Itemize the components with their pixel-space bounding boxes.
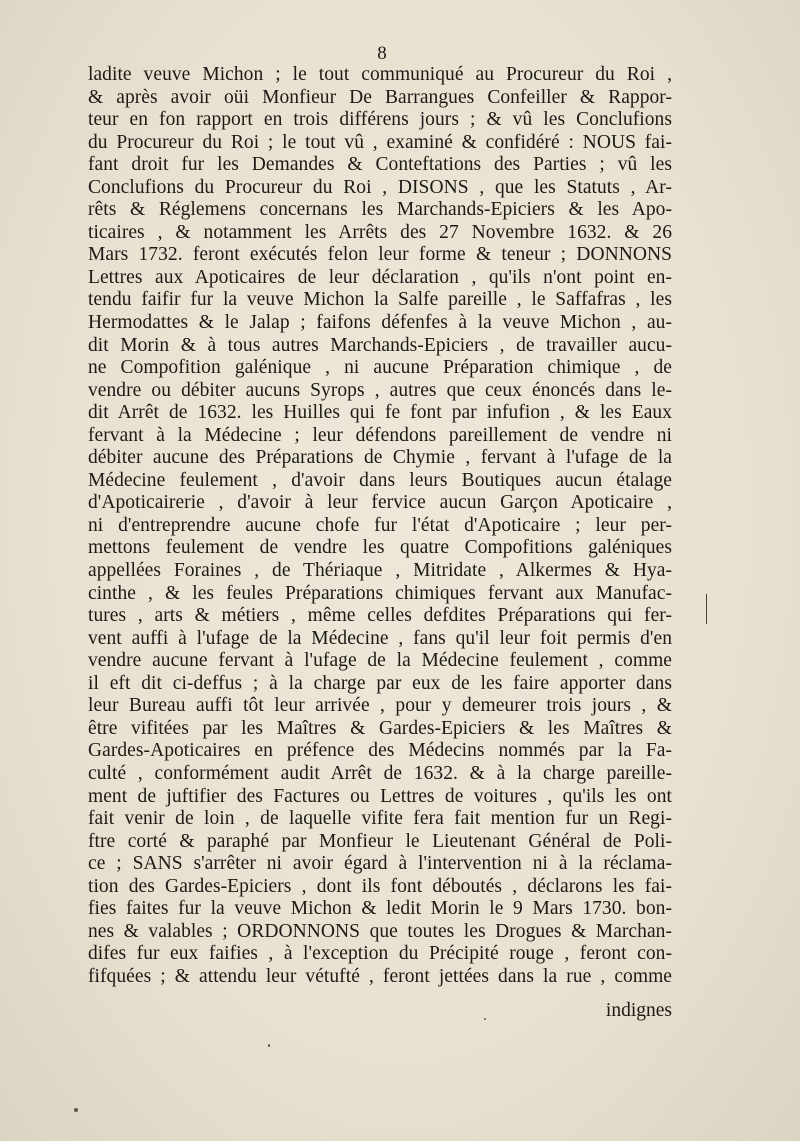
ink-speck: [74, 1108, 78, 1112]
text-line: tendu faifir fur la veuve Michon la Salfe pareille , le Saffafras , les: [88, 289, 672, 311]
text-line: du Procureur du Roi ; le tout vû , examiné & confidéré : NOUS fai-: [88, 131, 672, 153]
body-text: [88, 64, 672, 988]
text-line: vendre ou débiter aucuns Syrops , autres que ceux énoncés dans le-: [88, 379, 672, 401]
text-line: Médecine feulement , d'avoir dans leurs Boutiques aucun étalage: [88, 469, 672, 491]
text-line: Mars 1732. feront exécutés felon leur forme & teneur ; DONNONS: [88, 244, 672, 266]
text-line: mettons feulement de vendre les quatre Compofitions galéniques: [88, 537, 672, 559]
text-line: fies faites fur la veuve Michon & ledit Morin le 9 Mars 1730. bon-: [88, 898, 672, 920]
catchword: indignes: [605, 1000, 672, 1021]
text-line: teur en fon rapport en trois différens jours ; & vû les Conclufions: [88, 109, 672, 131]
text-line: Hermodattes & le Jalap ; faifons défenfes à la veuve Michon , au-: [88, 312, 672, 334]
text-line: ftre corté & paraphé par Monfieur le Lieutenant Général de Poli-: [88, 830, 672, 852]
text-line: il eft dit ci-deffus ; à la charge par eux de les faire apporter dans: [88, 672, 672, 694]
text-line: rêts & Réglemens concernans les Marchands-Epiciers & les Apo-: [88, 199, 672, 221]
ink-speck: [268, 1044, 270, 1047]
text-line: vent auffi à l'ufage de la Médecine , fans qu'il leur foit permis d'en: [88, 627, 672, 649]
text-line: ment de juftifier des Factures ou Lettres de voitures , qu'ils les ont: [88, 785, 672, 807]
text-line: Conclufions du Procureur du Roi , DISONS , que les Statuts , Ar-: [88, 176, 672, 198]
text-line: fait venir de loin , de laquelle vifite fera fait mention fur un Regi-: [88, 808, 672, 830]
text-line: fervant à la Médecine ; leur défendons pareillement de vendre ni: [88, 424, 672, 446]
ink-speck: [484, 1018, 486, 1020]
text-line: difes fur eux faifies , à l'exception du Précipité rouge , feront con-: [88, 943, 672, 965]
text-line: ne Compofition galénique , ni aucune Préparation chimique , de: [88, 357, 672, 379]
text-line: être vifitées par les Maîtres & Gardes-Epiciers & les Maîtres &: [88, 717, 672, 739]
text-line: appellées Foraines , de Thériaque , Mitridate , Alkermes & Hya-: [88, 560, 672, 582]
text-line: Lettres aux Apoticaires de leur déclaration , qu'ils n'ont point en-: [88, 266, 672, 288]
text-line: & après avoir oüi Monfieur De Barrangues Confeiller & Rappor-: [88, 86, 672, 108]
text-line: ticaires , & notamment les Arrêts des 27 Novembre 1632. & 26: [88, 221, 672, 243]
text-line: Gardes-Apoticaires en préfence des Médecins nommés par la Fa-: [88, 740, 672, 762]
text-line: fant droit fur les Demandes & Conteftations des Parties ; vû les: [88, 154, 672, 176]
text-line: ce ; SANS s'arrêter ni avoir égard à l'intervention ni à la réclama-: [88, 853, 672, 875]
text-line: culté , conformément audit Arrêt de 1632. & à la charge pareille-: [88, 762, 672, 784]
text-line: tion des Gardes-Epiciers , dont ils font déboutés , déclarons les fai-: [88, 875, 672, 897]
text-line: dit Morin & à tous autres Marchands-Epiciers , de travailler aucu-: [88, 334, 672, 356]
text-line: nes & valables ; ORDONNONS que toutes les Drogues & Marchan-: [88, 920, 672, 942]
text-line: cinthe , & les feules Préparations chimiques fervant aux Manufac-: [88, 582, 672, 604]
text-line: débiter aucune des Préparations de Chymie , fervant à l'ufage de la: [88, 447, 672, 469]
text-line: leur Bureau auffi tôt leur arrivée , pour y demeurer trois jours , &: [88, 695, 672, 717]
text-line: ni d'entreprendre aucune chofe fur l'état d'Apoticaire ; leur per-: [88, 514, 672, 536]
text-line: d'Apoticairerie , d'avoir à leur fervice aucun Garçon Apoticaire ,: [88, 492, 672, 514]
text-line: dit Arrêt de 1632. les Huilles qui fe font par infufion , & les Eaux: [88, 402, 672, 424]
margin-mark: [706, 594, 707, 624]
text-line: ladite veuve Michon ; le tout communiqué au Procureur du Roi ,: [88, 64, 672, 85]
text-line: fifquées ; & attendu leur vétufté , feront jettées dans la rue , comme: [88, 965, 672, 987]
page-number: 8: [377, 43, 387, 64]
text-line: tures , arts & métiers , même celles defdites Préparations qui fer-: [88, 605, 672, 627]
text-line: vendre aucune fervant à l'ufage de la Médecine feulement , comme: [88, 650, 672, 672]
